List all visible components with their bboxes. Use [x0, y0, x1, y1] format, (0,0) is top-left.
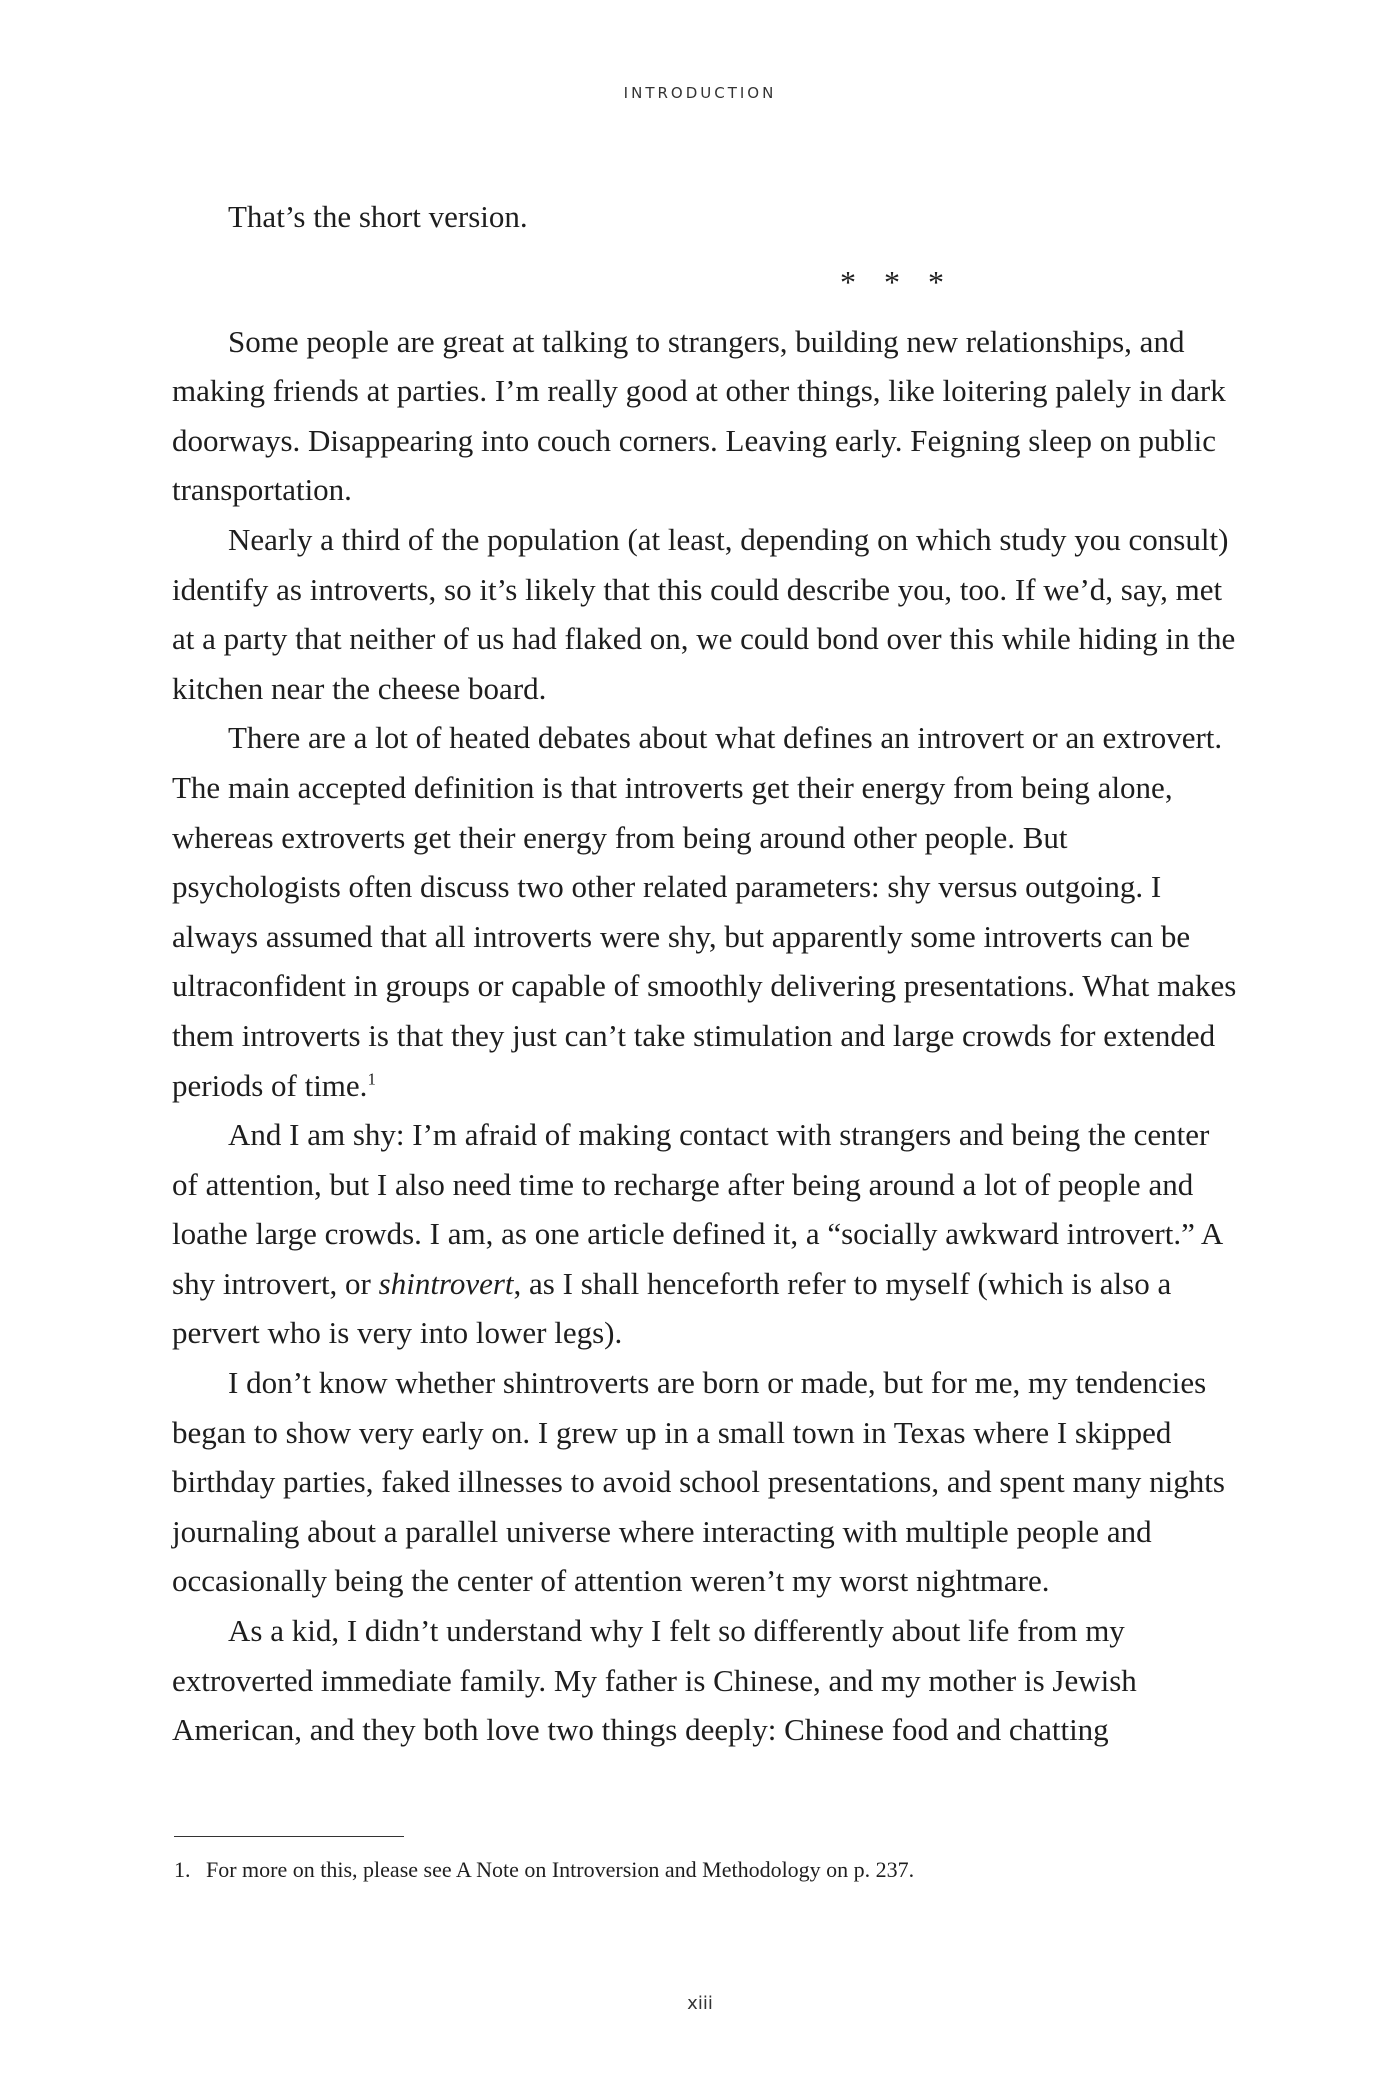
body-text [172, 192, 1242, 1755]
scene-break: * * * [840, 263, 954, 300]
footnote [174, 1855, 1234, 1885]
paragraph-1: Some people are great at talking to strangers, building new relationships, and making friends at parties. I’m really good at other things, like loitering palely in dark doorways. Disappearing into couch corners. Leaving early. Feigning sleep on public transportation. [172, 323, 1226, 508]
footnote-reference[interactable]: 1 [367, 1069, 376, 1089]
paragraph-5: I don’t know whether shintroverts are born or made, but for me, my tendencies began to show very early on. I grew up in a small town in Texas where I skipped birthday parties, faked illnesses to avoid school presentations, and spent many nights journaling about a parallel universe where interacting with multiple people and occasionally being the center of attention weren’t my worst nightmare. [172, 1365, 1225, 1599]
paragraph-4-text-b: , as I shall henceforth refer to myself (which is also a pervert who is very into lower legs). [172, 1265, 1172, 1351]
paragraph-4-text-a: And I am shy: I’m afraid of making contact with strangers and being the center of attention, but I also need time to recharge after being around a lot of people and loathe large crowds. I am, as one article defined it, a “socially awkward introvert.” A shy introvert, or [172, 1117, 1222, 1301]
footnote-text: For more on this, please see A Note on Introversion and Methodology on p. 237. [206, 1857, 915, 1882]
paragraph-3 [172, 713, 1242, 1110]
paragraph-2: Nearly a third of the population (at least, depending on which study you consult) identify as introverts, so it’s likely that this could describe you, too. If we’d, say, met at a party that neither of us had flaked on, we could bond over this while hiding in the kitchen near the cheese board. [172, 521, 1236, 706]
footnote-rule [174, 1836, 404, 1837]
running-head: INTRODUCTION [623, 84, 777, 102]
paragraph-short-version: That’s the short version. [228, 199, 528, 234]
paragraph-6: As a kid, I didn’t understand why I felt so differently about life from my extroverted immediate family. My father is Chinese, and my mother is Jewish American, and they both love two things deeply: Chinese food and chatting [172, 1613, 1137, 1748]
italic-term: shintrovert [378, 1265, 514, 1301]
footnote-number: 1. [174, 1857, 191, 1882]
page-number: xiii [687, 1993, 713, 2014]
paragraph-4 [172, 1110, 1242, 1358]
paragraph-3-text: There are a lot of heated debates about what defines an introvert or an extrovert. The main accepted definition is that introverts get their energy from being alone, whereas extroverts get their energy from being around other people. But psychologists often discuss two other related parameters: shy versus outgoing. I always assumed that all introverts were shy, but apparently some introverts can be ultraconfident in groups or capable of smoothly delivering presentations. What makes them introverts is that they just can’t take stimulation and large crowds for extended periods of time. [172, 720, 1237, 1103]
